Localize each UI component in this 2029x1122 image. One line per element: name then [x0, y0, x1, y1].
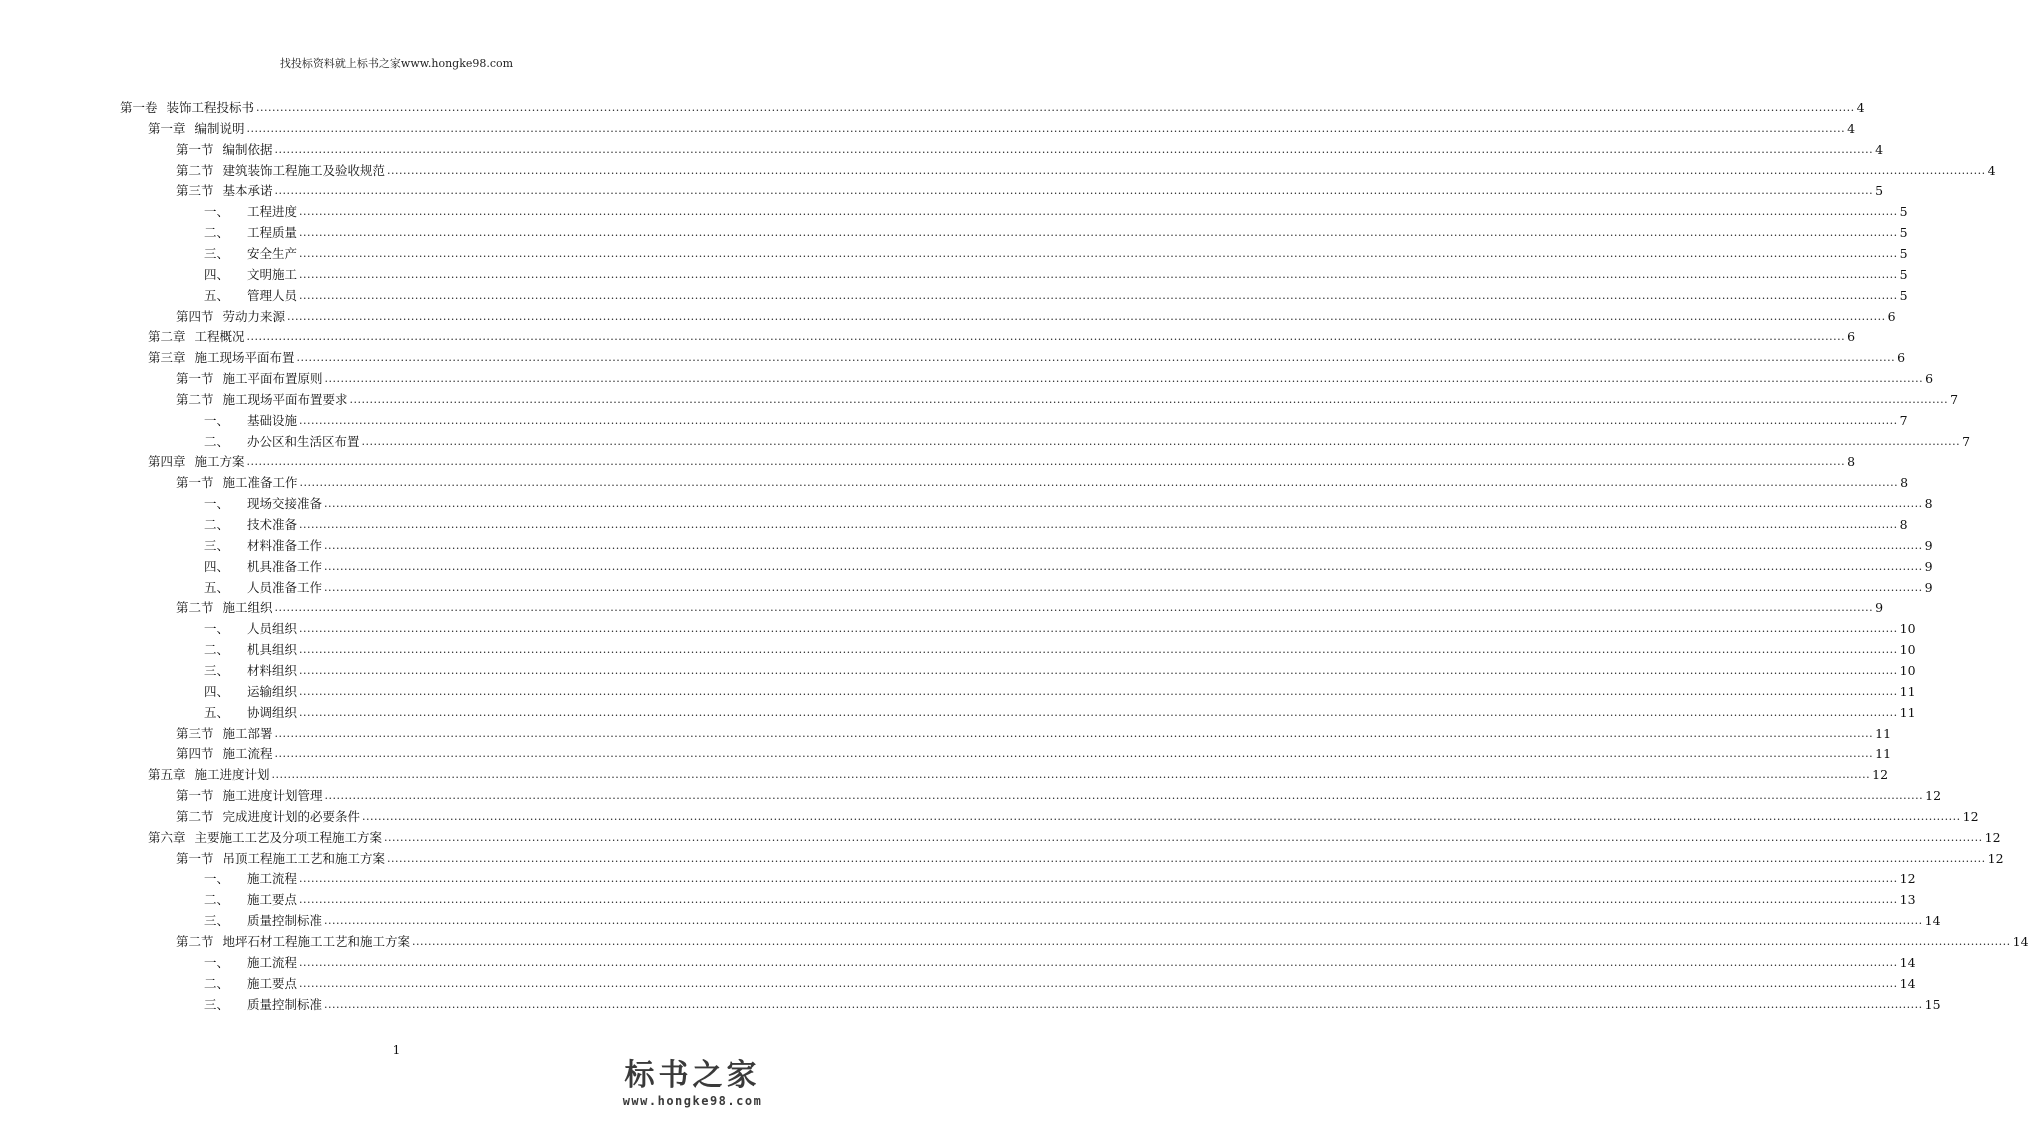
toc-entry[interactable]	[204, 263, 1908, 283]
toc-leader-dots: ................................................................................................................................................................................................................................................................................................................................................................................................................	[246, 455, 1846, 469]
toc-entry-page: 8	[1899, 517, 1908, 532]
toc-entry-number: 第三章	[148, 350, 186, 366]
toc-entry-title: 施工现场平面布置要求	[222, 391, 348, 407]
toc-entry[interactable]	[204, 659, 1916, 679]
toc-entry[interactable]	[176, 179, 1884, 199]
toc-entry-number: 一、	[204, 412, 230, 428]
toc-entry-number: 四、	[204, 683, 230, 699]
toc-entry-number: 一、	[204, 204, 230, 220]
toc-leader-dots: ................................................................................................................................................................................................................................................................................................................................................................................................................	[299, 226, 1898, 240]
toc-entry-title: 管理人员	[247, 287, 298, 303]
toc-entry-page: 8	[1900, 475, 1909, 491]
toc-entry-number: 一、	[204, 871, 230, 887]
toc-leader-dots: ................................................................................................................................................................................................................................................................................................................................................................................................................	[384, 830, 1983, 844]
toc-entry-title: 施工方案	[194, 454, 245, 470]
toc-entry-title: 安全生产	[247, 245, 298, 261]
toc-entry-number: 第二章	[148, 329, 186, 345]
toc-entry[interactable]	[204, 534, 1933, 554]
toc-entry-number: 第一节	[176, 141, 214, 157]
toc-entry-page: 4	[1856, 100, 1865, 115]
toc-entry-title: 机具组织	[247, 642, 298, 658]
toc-entry-page: 4	[1987, 162, 1996, 178]
toc-entry[interactable]	[176, 784, 1942, 804]
toc-entry[interactable]	[204, 993, 1941, 1013]
toc-entry-page: 12	[1962, 808, 1979, 824]
toc-entry-title: 施工组织	[222, 600, 273, 616]
toc-entry-title: 基本承诺	[222, 183, 273, 199]
toc-entry-page: 9	[1924, 537, 1933, 553]
toc-leader-dots: ................................................................................................................................................................................................................................................................................................................................................................................................................	[324, 789, 1924, 803]
toc-leader-dots: ................................................................................................................................................................................................................................................................................................................................................................................................................	[324, 997, 1923, 1011]
toc-entry-number: 一、	[204, 496, 230, 512]
toc-entry[interactable]	[204, 909, 1941, 929]
toc-leader-dots: ................................................................................................................................................................................................................................................................................................................................................................................................................	[299, 288, 1898, 302]
toc-entry[interactable]	[204, 513, 1908, 533]
toc-entry-page: 9	[1924, 579, 1933, 595]
toc-entry-title: 劳动力来源	[222, 308, 286, 324]
toc-entry[interactable]	[176, 847, 2004, 867]
toc-leader-dots: ................................................................................................................................................................................................................................................................................................................................................................................................................	[299, 893, 1898, 907]
toc-entry-page: 5	[1875, 183, 1884, 199]
toc-entry-page: 10	[1899, 621, 1916, 637]
toc-entry-title: 施工进度计划管理	[222, 788, 323, 804]
toc-entry-number: 五、	[204, 579, 230, 595]
toc-entry-number: 二、	[204, 892, 230, 908]
toc-entry-title: 运输组织	[247, 683, 298, 699]
toc-entry-page: 14	[2012, 934, 2029, 949]
toc-entry-page: 12	[1872, 767, 1889, 783]
toc-leader-dots: ................................................................................................................................................................................................................................................................................................................................................................................................................	[299, 246, 1898, 260]
toc-entry[interactable]	[204, 888, 1916, 908]
toc-entry-title: 材料准备工作	[247, 537, 323, 553]
toc-entry-page: 13	[1899, 892, 1916, 908]
toc-entry-number: 第四节	[176, 308, 214, 324]
toc-entry[interactable]	[176, 930, 2029, 950]
page-number: 1	[392, 1043, 401, 1057]
toc-entry-title: 现场交接准备	[247, 496, 323, 512]
toc-entry[interactable]	[120, 96, 1865, 116]
toc-entry-number: 第四节	[176, 746, 214, 762]
toc-entry[interactable]	[176, 805, 1979, 825]
toc-leader-dots: ................................................................................................................................................................................................................................................................................................................................................................................................................	[299, 267, 1898, 281]
page-header: 找投标资料就上标书之家www.hongke98.com	[279, 57, 514, 70]
toc-entry-title: 工程进度	[247, 204, 298, 220]
toc-entry[interactable]	[204, 951, 1916, 971]
toc-leader-dots: ................................................................................................................................................................................................................................................................................................................................................................................................................	[361, 434, 1961, 448]
toc-leader-dots: ................................................................................................................................................................................................................................................................................................................................................................................................................	[299, 518, 1898, 531]
toc-entry-title: 工程质量	[247, 225, 298, 241]
toc-entry-page: 12	[1899, 871, 1916, 887]
toc-entry[interactable]	[148, 346, 1906, 366]
toc-leader-dots: ................................................................................................................................................................................................................................................................................................................................................................................................................	[246, 121, 1846, 135]
toc-entry-title: 装饰工程投标书	[166, 100, 255, 115]
toc-entry-title: 吊顶工程施工工艺和施工方案	[222, 850, 386, 866]
toc-entry-title: 主要施工工艺及分项工程施工方案	[194, 829, 383, 845]
toc-entry-title: 编制说明	[194, 120, 245, 136]
toc-leader-dots: ................................................................................................................................................................................................................................................................................................................................................................................................................	[299, 705, 1898, 719]
toc-leader-dots: ................................................................................................................................................................................................................................................................................................................................................................................................................	[362, 809, 1961, 823]
toc-entry-title: 质量控制标准	[247, 996, 323, 1012]
toc-entry-title: 材料组织	[247, 662, 298, 678]
toc-entry-page: 4	[1875, 141, 1884, 157]
toc-leader-dots: ................................................................................................................................................................................................................................................................................................................................................................................................................	[387, 163, 1986, 177]
toc-entry-page: 6	[1897, 350, 1906, 366]
toc-entry[interactable]	[148, 117, 1856, 137]
toc-entry-number: 第二节	[176, 934, 214, 949]
toc-entry-page: 8	[1847, 454, 1856, 470]
toc-entry-number: 三、	[204, 537, 230, 553]
toc-entry-page: 6	[1925, 371, 1934, 387]
toc-entry-page: 6	[1887, 308, 1896, 324]
toc-entry[interactable]	[204, 555, 1933, 575]
toc-entry-number: 第一节	[176, 788, 214, 804]
toc-entry[interactable]	[204, 576, 1933, 596]
toc-entry-number: 第一节	[176, 371, 214, 387]
toc-entry-title: 施工部署	[222, 725, 273, 741]
toc-leader-dots: ................................................................................................................................................................................................................................................................................................................................................................................................................	[299, 643, 1898, 657]
toc-entry-number: 第一章	[148, 120, 186, 136]
toc-entry-page: 11	[1875, 746, 1892, 762]
toc-entry-number: 三、	[204, 913, 230, 929]
toc-entry-number: 一、	[204, 621, 230, 637]
toc-entry-number: 三、	[204, 996, 230, 1012]
toc-entry-number: 第一节	[176, 475, 214, 491]
toc-leader-dots: ................................................................................................................................................................................................................................................................................................................................................................................................................	[299, 976, 1898, 990]
toc-entry-page: 5	[1899, 204, 1908, 220]
toc-leader-dots: ................................................................................................................................................................................................................................................................................................................................................................................................................	[299, 413, 1898, 427]
toc-entry[interactable]	[204, 430, 1971, 450]
logo-title: 标书之家	[624, 1058, 761, 1093]
toc-leader-dots: ................................................................................................................................................................................................................................................................................................................................................................................................................	[299, 205, 1898, 219]
toc-entry-number: 第二节	[176, 162, 214, 178]
toc-entry-page: 5	[1899, 225, 1908, 241]
toc-entry-number: 第二节	[176, 391, 214, 407]
toc-entry-page: 12	[1925, 788, 1942, 804]
toc-leader-dots: ................................................................................................................................................................................................................................................................................................................................................................................................................	[299, 476, 1899, 490]
toc-entry-page: 6	[1847, 329, 1856, 345]
toc-entry-title: 文明施工	[247, 266, 298, 282]
toc-entry-page: 10	[1899, 662, 1916, 678]
toc-entry-page: 7	[1950, 391, 1959, 407]
toc-leader-dots: ................................................................................................................................................................................................................................................................................................................................................................................................................	[299, 622, 1898, 636]
toc-leader-dots: ................................................................................................................................................................................................................................................................................................................................................................................................................	[387, 851, 1986, 865]
toc-entry-page: 11	[1875, 725, 1892, 741]
toc-entry[interactable]	[176, 742, 1892, 762]
toc-entry-title: 完成进度计划的必要条件	[222, 808, 361, 824]
toc-leader-dots: ................................................................................................................................................................................................................................................................................................................................................................................................................	[287, 309, 1886, 323]
toc-entry-title: 人员组织	[247, 621, 298, 637]
toc-entry[interactable]	[176, 388, 1959, 408]
toc-entry[interactable]	[204, 409, 1908, 429]
toc-entry[interactable]	[148, 325, 1856, 345]
toc-entry-page: 11	[1899, 704, 1916, 720]
toc-entry[interactable]	[204, 638, 1916, 658]
toc-entry-page: 14	[1899, 954, 1916, 970]
toc-entry-number: 五、	[204, 287, 230, 303]
toc-entry[interactable]	[204, 972, 1916, 992]
toc-leader-dots: ................................................................................................................................................................................................................................................................................................................................................................................................................	[324, 914, 1923, 928]
toc-leader-dots: ................................................................................................................................................................................................................................................................................................................................................................................................................	[324, 559, 1923, 573]
toc-entry-page: 9	[1924, 558, 1933, 574]
toc-entry-number: 四、	[204, 558, 230, 574]
toc-entry-page: 10	[1899, 642, 1916, 658]
toc-entry[interactable]	[176, 305, 1896, 325]
toc-leader-dots: ................................................................................................................................................................................................................................................................................................................................................................................................................	[299, 955, 1898, 969]
toc-entry-title: 编制依据	[222, 141, 273, 157]
toc-entry-title: 施工进度计划	[194, 767, 270, 783]
toc-leader-dots: ................................................................................................................................................................................................................................................................................................................................................................................................................	[256, 101, 1855, 114]
toc-entry-number: 二、	[204, 975, 230, 991]
toc-entry[interactable]	[176, 722, 1892, 742]
toc-entry[interactable]	[204, 284, 1908, 304]
toc-entry-number: 二、	[204, 433, 230, 449]
toc-entry-title: 人员准备工作	[247, 579, 323, 595]
toc-entry[interactable]	[176, 138, 1884, 158]
toc-entry-title: 办公区和生活区布置	[247, 433, 360, 449]
toc-entry[interactable]	[148, 826, 2001, 846]
toc-leader-dots: ................................................................................................................................................................................................................................................................................................................................................................................................................	[274, 601, 1874, 615]
toc-entry-title: 建筑装饰工程施工及验收规范	[222, 162, 386, 178]
toc-entry-number: 五、	[204, 704, 230, 720]
toc-leader-dots: ................................................................................................................................................................................................................................................................................................................................................................................................................	[299, 872, 1898, 886]
toc-entry-page: 14	[1899, 975, 1916, 991]
toc-entry[interactable]	[204, 867, 1916, 887]
toc-entry-title: 施工要点	[247, 892, 298, 908]
toc-leader-dots: ................................................................................................................................................................................................................................................................................................................................................................................................................	[324, 580, 1923, 594]
site-logo	[610, 1058, 775, 1108]
toc-entry-number: 二、	[204, 225, 230, 241]
toc-entry[interactable]	[204, 221, 1908, 241]
toc-entry-title: 施工要点	[247, 975, 298, 991]
toc-entry-page: 12	[1987, 850, 2004, 866]
toc-leader-dots: ................................................................................................................................................................................................................................................................................................................................................................................................................	[271, 768, 1871, 782]
toc-leader-dots: ................................................................................................................................................................................................................................................................................................................................................................................................................	[299, 663, 1898, 677]
toc-entry-title: 施工现场平面布置	[194, 350, 295, 366]
toc-entry[interactable]	[204, 492, 1933, 512]
toc-leader-dots: ................................................................................................................................................................................................................................................................................................................................................................................................................	[324, 538, 1923, 552]
toc-entry-title: 工程概况	[194, 329, 245, 345]
toc-entry[interactable]	[204, 680, 1916, 700]
toc-entry-number: 第二节	[176, 808, 214, 824]
toc-entry[interactable]	[204, 242, 1908, 262]
toc-entry-page: 5	[1899, 245, 1908, 261]
toc-entry[interactable]	[176, 159, 1996, 179]
toc-entry-title: 基础设施	[247, 412, 298, 428]
toc-leader-dots: ................................................................................................................................................................................................................................................................................................................................................................................................................	[274, 142, 1874, 156]
toc-entry-number: 第三节	[176, 725, 214, 741]
toc-leader-dots: ................................................................................................................................................................................................................................................................................................................................................................................................................	[274, 184, 1874, 198]
toc-entry-page: 7	[1899, 412, 1908, 428]
toc-entry[interactable]	[176, 596, 1884, 616]
toc-entry-page: 9	[1875, 600, 1884, 616]
toc-leader-dots: ................................................................................................................................................................................................................................................................................................................................................................................................................	[274, 726, 1874, 740]
toc-entry-number: 三、	[204, 662, 230, 678]
toc-entry-number: 第五章	[148, 767, 186, 783]
toc-entry-page: 14	[1924, 913, 1941, 929]
toc-entry-title: 地坪石材工程施工工艺和施工方案	[222, 934, 411, 949]
toc-entry-title: 质量控制标准	[247, 913, 323, 929]
toc-leader-dots: ................................................................................................................................................................................................................................................................................................................................................................................................................	[299, 684, 1898, 698]
toc-entry-page: 15	[1924, 996, 1941, 1012]
toc-entry-page: 4	[1847, 120, 1856, 136]
toc-entry-title: 施工准备工作	[222, 475, 298, 491]
toc-entry-number: 第二节	[176, 600, 214, 616]
toc-entry-page: 5	[1899, 266, 1908, 282]
toc-entry[interactable]	[176, 471, 1909, 491]
toc-entry-page: 5	[1899, 287, 1908, 303]
toc-entry-title: 协调组织	[247, 704, 298, 720]
toc-entry-page: 8	[1924, 496, 1933, 512]
toc-entry-number: 第三节	[176, 183, 214, 199]
toc-leader-dots: ................................................................................................................................................................................................................................................................................................................................................................................................................	[246, 330, 1846, 344]
toc-entry-number: 第四章	[148, 454, 186, 470]
toc-entry-title: 施工流程	[247, 954, 298, 970]
toc-entry-number: 三、	[204, 245, 230, 261]
toc-entry[interactable]	[148, 763, 1889, 783]
toc-entry[interactable]	[204, 617, 1916, 637]
toc-leader-dots: ................................................................................................................................................................................................................................................................................................................................................................................................................	[412, 935, 2011, 948]
toc-leader-dots: ................................................................................................................................................................................................................................................................................................................................................................................................................	[349, 392, 1949, 406]
toc-entry-number: 二、	[204, 517, 230, 532]
toc-entry-page: 11	[1899, 683, 1916, 699]
toc-entry-title: 施工平面布置原则	[222, 371, 323, 387]
toc-entry-number: 第六章	[148, 829, 186, 845]
toc-entry[interactable]	[148, 450, 1856, 470]
toc-leader-dots: ................................................................................................................................................................................................................................................................................................................................................................................................................	[324, 372, 1924, 386]
toc-entry[interactable]	[204, 701, 1916, 721]
toc-leader-dots: ................................................................................................................................................................................................................................................................................................................................................................................................................	[324, 497, 1923, 511]
toc-entry-title: 机具准备工作	[247, 558, 323, 574]
toc-entry-number: 第一节	[176, 850, 214, 866]
toc-entry-number: 四、	[204, 266, 230, 282]
toc-entry-page: 7	[1962, 433, 1971, 449]
toc-entry[interactable]	[204, 200, 1908, 220]
toc-entry-page: 12	[1984, 829, 2001, 845]
toc-entry-number: 一、	[204, 954, 230, 970]
toc-entry-title: 施工流程	[247, 871, 298, 887]
toc-leader-dots: ................................................................................................................................................................................................................................................................................................................................................................................................................	[274, 747, 1874, 761]
logo-url: www.hongke98.com	[622, 1094, 763, 1108]
toc-leader-dots: ................................................................................................................................................................................................................................................................................................................................................................................................................	[296, 351, 1896, 365]
toc-entry-number: 第一卷	[120, 100, 158, 115]
toc-entry-number: 二、	[204, 642, 230, 658]
toc-entry-title: 施工流程	[222, 746, 273, 762]
toc-entry-title: 技术准备	[247, 517, 298, 532]
toc-entry[interactable]	[176, 367, 1934, 387]
